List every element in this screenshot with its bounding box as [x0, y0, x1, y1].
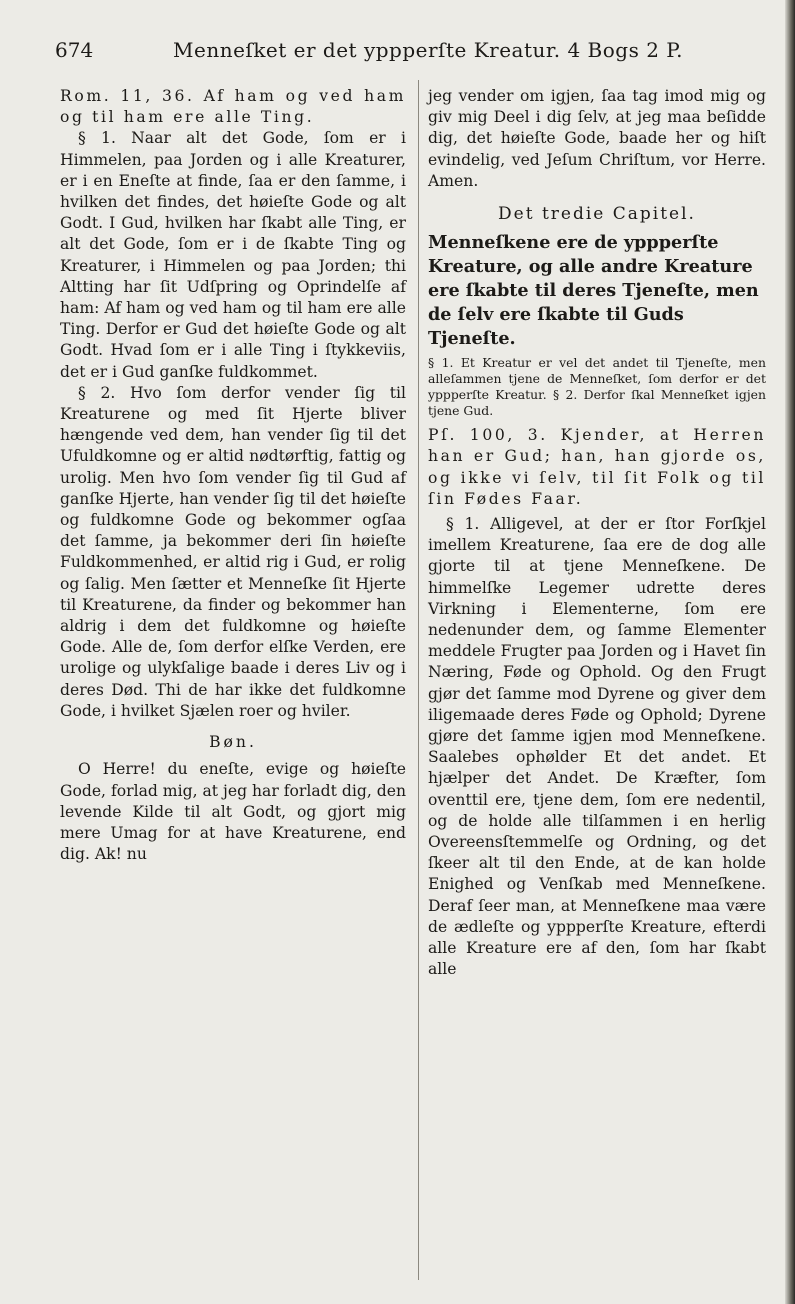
- paragraph-1: § 1. Alligevel, at der er ſtor Forſkjel imellem Kreaturene, ſaa ere de dog alle gjorte til at tjene Menneſkene. De himmelſke Legemer udrette deres Virkning i Elementerne, ſom ere nedenunder dem, og ſamme Elementer meddele Frugter paa Jorden og i Havet ſin Næring, Føde og Ophold. Og den Frugt gjør det ſamme mod Dyrene og giver dem iligemaade deres Føde og Ophold; Dyrene gjøre det ſamme igjen mod Menneſkene. Saalebes ophølder Et det andet. Et hjælper det Andet. De Kræfter, ſom oventtil ere, tjene dem, ſom ere nedentil, og de holde alle tilſammen i en herlig Overeensſtemmelſe og Ordning, og det ſkeer alt til den Ende, at de kan holde Enighed og Venſkab med Menneſkene. Deraf ſeer man, at Menneſkene maa være de ædleſte og yppperſte Kreature, efterdi alle Kreature ere af den, ſom har ſkabt alle: [428, 515, 766, 979]
- column-divider: [418, 80, 419, 1280]
- right-column: [428, 86, 766, 981]
- page-edge-shadow: [785, 0, 795, 1304]
- scripture-reference: Pſ. 100, 3. Kjender, at Herren han er Gud; han, han gjorde os, og ikke vi ſelv, til ſit Folk og til ſin Fødes Faar.: [428, 426, 766, 508]
- running-title: Menneſket er det yppperſte Kreatur. 4 Bogs 2 P.: [173, 38, 684, 62]
- prayer-text: O Herre! du eneſte, evige og høieſte Gode, forlad mig, at jeg har forladt dig, den levende Kilde til alt Godt, og gjort mig mere Umag for at have Kreaturene, end dig. Ak! nu: [60, 760, 406, 864]
- left-column: [60, 86, 406, 865]
- prayer-continuation: jeg vender om igjen, ſaa tag imod mig og giv mig Deel i dig ſelv, at jeg maa beſidde dig, det høieſte Gode, baade her og hiſt evindelig, ved Jeſum Chriſtum, vor Herre. Amen.: [428, 87, 766, 190]
- page-number: 674: [55, 38, 94, 62]
- running-header: [55, 38, 767, 68]
- scripture-reference: Rom. 11, 36. Af ham og ved ham og til ham ere alle Ting.: [60, 87, 406, 127]
- chapter-title: Menneſkene ere de yppperſte Kreature, og alle andre Kreature ere ſkabte til deres Tjeneſte, men de ſelv ere ſkabte til Guds Tjeneſte.: [428, 232, 759, 350]
- chapter-summary: § 1. Et Kreatur er vel det andet til Tjeneſte, men alleſammen tjene de Menneſket, ſom derfor er det yppperſte Kreatur. § 2. Derfor ſkal Menneſket igjen tjene Gud.: [428, 355, 766, 419]
- paragraph-2: § 2. Hvo ſom derfor vender ſig til Kreaturene og med ſit Hjerte bliver hængende ved dem, han vender ſig til det Ufuldkomne og er altid nødtørftig, fattig og urolig. Men hvo ſom vender ſig til Gud af ganſke Hjerte, han vender ſig til det høieſte og fuldkomne Gode og bekommer ogſaa det ſamme, ja bekommer deri ſin høieſte Fuldkommenhed, er altid rig i Gud, er rolig og ſalig. Men ſætter et Menneſke ſit Hjerte til Kreaturene, da finder og bekommer han aldrig i dem det fuldkomne og høieſte Gode. Alle de, ſom derfor elſke Verden, ere urolige og ulykſalige baade i deres Liv og i deres Død. Thi de har ikke det fuldkomne Gode, i hvilket Sjælen roer og hviler.: [60, 383, 406, 720]
- prayer-heading: Bøn.: [209, 733, 257, 752]
- paragraph-1: § 1. Naar alt det Gode, ſom er i Himmelen, paa Jorden og i alle Kreaturer, er i en Eneſte at finde, ſaa er den ſamme, i hvilken det findes, det høieſte Gode og alt Godt. I Gud, hvilken har ſkabt alle Ting, er alt det Gode, ſom er i de ſkabte Ting og Kreaturer, i Himmelen og paa Jorden; thi Altting har ſit Udſpring og Oprindelſe af ham: Af ham og ved ham og til ham ere alle Ting. Derfor er Gud det høieſte Gode og alt Godt. Hvad ſom er i alle Ting i ſtykkeviis, det er i Gud ganſke fuldkommet.: [60, 129, 406, 381]
- chapter-heading: Det tredie Capitel.: [498, 204, 696, 225]
